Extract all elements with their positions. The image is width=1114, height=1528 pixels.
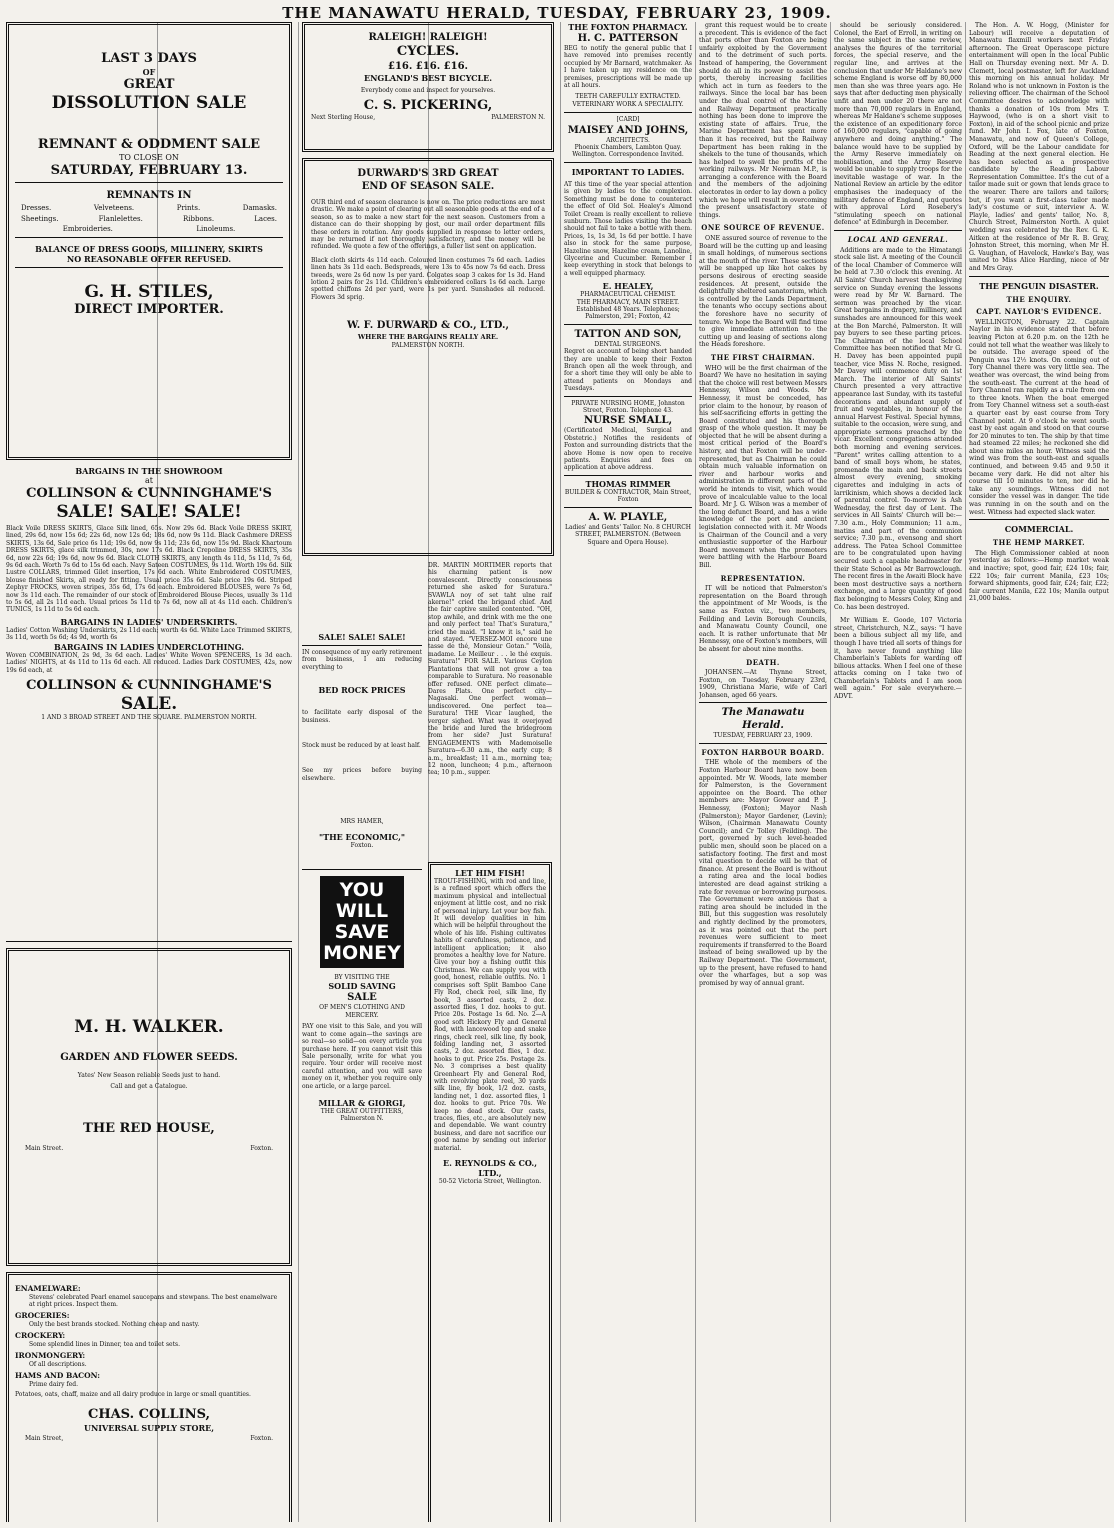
collins-text: Stevens' celebrated Pearl enamel saucepans and stewpans. The best enamelware at right prices. Inspect them. [29, 1293, 278, 1308]
collins-text: Of all descriptions. [29, 1361, 87, 1368]
collinson-ad [6, 466, 292, 942]
money-banner [320, 876, 404, 968]
article-subheading: THE ENQUIRY. [1006, 294, 1072, 304]
hamer-body: IN consequence of my early retirement from business, I am reducing everything to [302, 649, 422, 671]
article-heading: LOCAL AND GENERAL. [847, 235, 949, 245]
patterson-body: BEG to notify the general public that I have removed into premises recently occupied by Mr Barnard, watchmaker. As I have taken up my residence on the premises, prescriptions will be made up at all hours. [564, 45, 692, 90]
column-6 [834, 22, 962, 1522]
raleigh-line: C. S. PICKERING, [363, 98, 493, 114]
architects-address: Phoenix Chambers, Lambton Quay. Wellington. Correspondence Invited. [572, 144, 684, 159]
money-line: SOLID SAVING [328, 981, 396, 992]
column-rule [560, 22, 561, 1522]
masthead: THE MANAWATU HERALD, TUESDAY, FEBRUARY 23, 1909. [282, 4, 832, 22]
collins-section: HAMS AND BACON: [15, 1371, 101, 1381]
column-5 [699, 22, 827, 1522]
architects-label: ARCHITECTS. [606, 136, 650, 144]
walker-line: Call and get a Catalogue. [110, 1083, 188, 1091]
durward-list: Black cloth skirts 4s 11d each. Coloured linen costumes 7s 6d each. Ladies linen hats 3s 11d each. Bedspreads, were 13s to 45s now 7s 6d each. Dress tweeds, were 2s 6d now 1s per yard. Colgates soap 3 cakes for 1s 3d. Hand lotion 2 pairs for 2s 11d. Children's embroidered collars 1s 6d each. Large spotted chiffons 2d per yard, were 1s per yard. Sunshades all reduced. Flowers 3d sprig. [311, 256, 545, 301]
raleigh-line: Everybody come and inspect for yourselves. [360, 87, 496, 94]
durward-line: PALMERSTON NORTH. [391, 342, 465, 350]
fish-ad [428, 862, 552, 1522]
remnant-row: Dresses. Velveteens. Prints. Damasks. [21, 204, 277, 212]
raleigh-line: CYCLES. [396, 44, 460, 59]
collins-section: CROCKERY: [15, 1331, 66, 1341]
stiles-line: GREAT [123, 77, 175, 92]
raleigh-line: £16. £16. £16. [387, 61, 469, 72]
money-line: MILLAR & GIORGI, [318, 1097, 406, 1108]
walker-line: THE RED HOUSE, [83, 1120, 215, 1136]
lower-ads-row [302, 562, 554, 1522]
article-body: should be seriously considered. Colonel, the Earl of Erroll, in writing on the same subject in the same review, analyses the figures of the territorial forces, the special reserve, and the regular line, and arrives at the conclusion that under Mr Haldane's new scheme England is worse off by 80,000 men than she was three years ago. He says that after deducting men physically unfit and men under 20 there are not more than 70,000 regulars in England, whereas Mr Haldane's scheme supposes the existence of an expeditionary force of 160,000 regulars, "capable of going anywhere and doing anything." The balance would have to be supplied by the Army Reserve immediately on mobilisation, and the Army Reserve would be unable to supply troops for the inevitable wastage of war. In the National Review an article by the editor emphasises the inadequacy of the military defence of England, and quotes with approval Lord Rosebery's "stimulating speech on national defence" at Edinburgh in December. [834, 22, 962, 227]
article-body: THE whole of the members of the Foxton Harbour Board have now been appointed. Mr W. Woods, late member for Palmerston, is the Government appointee on the Board. The other members are: Mayor Gower and P. J. Hennessy, (Foxton); Mayor Nash (Palmerston); Mayor Gardener, (Levin); Wilson, (Chairman Manawatu County Council); and Cr Tolley (Feilding). The port, governed by such level-headed public men, should soon be placed on a satisfactory footing. The first and most vital question to decide will be that of finance. At present the Board is without a rating area and the local bodies interested are dead against striking a rate for revenue or borrowing purposes. The Government were anxious that a rating area should be included in the Bill, but this suggestion was resolutely and rightly declined by the promoters, as it was pointed out that the port revenues were sufficient to meet requirements if transferred to the Board instead of being swallowed up by the Railway Department. The Government, up to the present, have refused to hand over the wharfages, but a sop was promised by way of annual grant. [699, 759, 827, 987]
collins-section: IRONMONGERY: [15, 1351, 86, 1361]
collins-text: Some splendid lines in Dinner, tea and toilet sets. [29, 1341, 180, 1348]
walker-line: GARDEN AND FLOWER SEEDS. [60, 1052, 238, 1063]
fish-line: 50-52 Victoria Street, Wellington. [438, 1178, 542, 1186]
healey-title: PHARMACEUTICAL CHEMIST. [580, 291, 676, 299]
article-heading: THE PENGUIN DISASTER. [979, 280, 1099, 291]
collins-section: ENAMELWARE: [15, 1284, 81, 1293]
tatton-title: DENTAL SURGEONS. [594, 340, 662, 348]
rimmer-title: BUILDER & CONTRACTOR, Main Street, Foxton [564, 488, 692, 504]
hamer-body: Stock must be reduced by at least half. [302, 742, 421, 750]
collinson-line: SALE! SALE! SALE! [56, 502, 242, 522]
nursing-home: PRIVATE NURSING HOME, Johnston Street, Foxton. Telephone 43. [571, 399, 685, 415]
collinson-line: COLLINSON & CUNNINGHAME'S [26, 486, 272, 501]
nurse-body: (Certificated Medical, Surgical and Obstetric.) Notifies the residents of Foxton and surrounding districts that the above Home is now open to receive patients. Enquiries and fees on application at above address. [564, 427, 692, 472]
article-heading: THE FIRST CHAIRMAN. [710, 352, 816, 362]
stiles-line: NO REASONABLE OFFER REFUSED. [66, 253, 232, 264]
playle-body: Ladies' and Gents' Tailor. No. 8 CHURCH STREET, PALMERSTON. (Between Square and Opera House). [564, 523, 692, 546]
article-body: ONE assured source of revenue to the Board will be the cutting up and leasing in small holdings, of numerous sections at the mouth of the river. These sections will be snapped up like hot cakes by persons desirous of erecting seaside residences. At present, outside the delightfully sheltered sanatorium, which is controlled by the Lands Department, the tenants who occupy sections about the foreshore have no security of tenure. We hope the Board will find time to give immediate attention to the cutting up and leasing of sections along the Heads foreshore. [699, 235, 827, 349]
mortimer-ad: DR. MARTIN MORTIMER reports that his charming patient is now convalescent. Directly consciousness returned she asked for Suratura." SVAWLA noy of set taht ulne raif akerne!" cried the brigand chief. And the fair captive smiled contented. "OH, stop awhile, and drink with me the one and only perfect tea! That's Suratura," cried the maid. "I know it is," said he and stayed. "VERSEZ-MOI encore une tasse de thé, Monsieur Gotan." "Voilà, madame. Le Meilleur . . . le thé exquis. Suratura!" FOR SALE. Various Ceylon Plantations that will not grow a tea comparable to Suratura. No reasonable offer refused. ONE perfect climate—Dares Plats. One perfect city—Nagasaki. One perfect woman—undiscovered. One perfect tea—Suratura! THE Vicar laughed, the verger sighed. What was it overjoyed the bride and lured the bridegroom from her side? Just Suratura! ENGAGEMENTS with Mademoiselle Suratura—6.30 a.m., the early cup; 8 a.m., breakfast; 11 a.m., morning tea; 12 noon, luncheon; 4 p.m., afternoon tea; 10 p.m., supper. [428, 562, 552, 777]
fish-line: LET HIM FISH! [455, 868, 525, 878]
money-word: MONEY [323, 942, 401, 965]
durward-line: WHERE THE BARGAINS REALLY ARE. [357, 333, 499, 342]
death-notice: JOHANSEN.—At Thynne Street, Foxton, on Tuesday, February 23rd, 1909, Christiana Marie, wife of Carl Johansen, aged 66 years. [699, 669, 827, 699]
stiles-line: REMNANT & ODDMENT SALE [37, 137, 261, 152]
money-line: SALE [347, 992, 377, 1004]
advert-notice: Mr William E. Goode, 107 Victoria street, Christchurch, N.Z., says: "I have been a bilious subject all my life, and though I have tried all sorts of things for it, have never found anything like Chamberlain's Tablets for warding off bilious attacks. When I feel one of these attacks coming on I take two of Chamberlain's Tablets and I am soon well again." For sale everywhere.—ADVT. [834, 617, 962, 701]
collinson-line: 1 AND 3 BROAD STREET AND THE SQUARE. PALMERSTON NORTH. [41, 713, 257, 721]
article-heading: FOXTON HARBOUR BOARD. [701, 747, 825, 757]
money-body: PAY one visit to this Sale, and you will want to come again—the savings are so real—so solid—on every article you purchase here. If you cannot visit this Sale personally, write for what you require. Your order will receive most careful attention, and you will save money on it, whether you require only one article, or a large parcel. [302, 1023, 422, 1090]
stiles-ad [6, 22, 292, 460]
collinson-body: Woven COMBINATION, 2s 9d, 3s 6d each. Ladies' White Woven SPENCERS, 1s 3d each. Ladies' NIGHTS, at 4s 11d to 11s 6d each. All reduced. Ladies Dark COSTUMES, 42s, now 19s 6d each, at [6, 651, 292, 674]
column-7 [969, 22, 1109, 1522]
stiles-line: G. H. STILES, [84, 281, 214, 302]
remnant-row: Embroideries. Linoleums. [62, 225, 236, 234]
healey-address: THE PHARMACY, MAIN STREET. Established 48 Years. Telephones; Palmerston, 291; Foxton, 42 [576, 298, 680, 321]
hamer-line: MRS HAMER, [340, 818, 384, 826]
fish-body: TROUT-FISHING, with rod and line, is a refined sport which offers the maximum physical and intellectual enjoyment at little cost, and no risk of personal injury. Let your boy fish. It will develop qualities in him which will be helpful throughout the whole of his life. Fishing cultivates habits of carefulness, patience, and intelligent application; it also promotes a healthy love for Nature. Give your boy a fishing outfit this Christmas. We can supply you with good, honest, reliable outfits. No. 1 comprises soft Split Bamboo Cane Fly Rod, check reel, silk line, fly book, 3 assorted casts, 2 doz. assorted flies, 1 doz. hooks to gut. Price 20s. Postage 1s 6d. No. 2—A good soft Hickory Fly and General Rod, with lancewood top and snake rings, check reel, silk line, fly book, folding landing net, 3 assorted casts, 2 doz. assorted flies, 1 doz. hooks to gut. Price 25s. Postage 2s. No. 3 comprises a best quality Greenheart Fly and General Rod, with revolving plate reel, 30 yards silk line, fly book, 1/2 doz. casts, landing net, 1 doz. assorted flies, 1 doz. hooks to gut. Price 70s. We keep no dead stock. Our casts, traces, flies, etc., are absolutely new and dependable. We want country business, and dare not sacrifice our good name by sending out inferior material. [434, 878, 546, 1152]
walker-address: Main Street. Foxton. [25, 1144, 273, 1152]
collins-line: UNIVERSAL SUPPLY STORE, [83, 1422, 214, 1433]
article-body: The High Commissioner cabled at noon yesterday as follows:—Hemp market weak and inactive; spot, good fair, £24 10s; fair, £22 10s; fair current Manila, £23 10s; forward shipments, good fair, £24; fair, £22; fair current Manila, £22 10s; Manila output 21,000 bales. [969, 549, 1109, 603]
column-rule [965, 22, 966, 1522]
collinson-line: BARGAINS IN LADIES' UNDERSKIRTS. [60, 616, 238, 627]
fish-line: E. REYNOLDS & CO., LTD., [443, 1158, 537, 1179]
stiles-line: DISSOLUTION SALE [51, 93, 247, 113]
ladies-body: AT this time of the year special attention is given by ladies to the complexion. Something must be done to counteract the effect of Old Sol. Healey's Almond Toilet Cream is really excellent to relieve sunburn. Those ladies visiting the beach should not fail to take a bottle with them. Prices, 1s, 1s 3d, 1s 6d per bottle. I have also in stock for the same purpose, Hazeline snow, Hazeline cream, Lanoline, Glycerine and Cucumber. Remember I keep everything in stock that belongs to a well equipped pharmacy. [564, 180, 692, 277]
stiles-line: OF [142, 67, 156, 77]
article-body: Additions are made to the Himatangi stock sale list. A meeting of the Council of the local Chamber of Commerce will be held at 7.30 o'clock this evening. At All Saints' Church harvest thanksgiving service on Sunday evening the lessons were read by Mr W. Barnard. The sermon was preached by the vicar. Great bargains in drapery, millinery, and sunshades are announced for this week at the Bon Marché, Palmerston. It will pay buyers to see these parting prices. The Chairman of the local School Committee has been notified that Mr G. H. Davey has been appointed pupil teacher, vice Miss N. Roche, resigned. Mr Davey will commence duty on 1st March. The interior of All Saints' Church presented a very attractive appearance last Sunday, with its tasteful decorations and abundant supply of fruit and vegetables, in honour of the annual Harvest Festival. Special hymns, suitable to the occasion, were sung, and appropriate sermons preached by the vicar. Excellent congregations attended both morning and evening services. "Parent" writes calling attention to a band of small boys whom, he states, promenade the main and back streets almost every evening, smoking cigarettes and indulging in acts of larrikinism, which shows a decided lack of parental control. To-morrow is Ash Wednesday, the first day of Lent. The services in All Saints' Church will be:—7.30 a.m., Holy Communion; 11 a.m., matins and part of the communion service; 7.30 p.m., evensong and short address. The Patea School Committee are to be congratulated upon having secured such a capable headmaster for their State School as Mr Barrowclough. The recent fires in the Awaiti Block have been most destructive says a northern exchange, and a large quantity of good flax belonging to Messrs Coley, King and Co. has been destroyed. [834, 246, 962, 611]
hamer-body: See my prices before buying elsewhere. [302, 767, 422, 782]
walker-ad [6, 948, 292, 1266]
walker-line: Yates' New Season reliable Seeds just to hand. [77, 1072, 221, 1079]
money-line: THE GREAT OUTFITTERS, [320, 1107, 404, 1115]
article-body: IT will be noticed that Palmerston's representation on the Board through the appointment of Mr Woods, is the same as Foxton viz., two members, Feilding and Levin Borough Councils, and Manawatu County Council, one each. It is rather unfortunate that Mr Hennessy, one of Foxton's members, will be absent for about nine months. [699, 585, 827, 653]
stiles-line: DIRECT IMPORTER. [74, 301, 224, 317]
collinson-body: Ladies' Cotton Washing Underskirts, 2s 11d each; worth 4s 6d. White Lace Trimmed SKIRTS, 3s 11d, worth 5s 6d; 4s 9d, worth 6s [6, 626, 292, 642]
right-lower-ads [428, 562, 552, 1522]
stiles-line: BALANCE OF DRESS GOODS, MILLINERY, SKIRTS [35, 243, 263, 254]
article-heading: REPRESENTATION. [720, 573, 806, 583]
money-word: YOU [339, 879, 385, 902]
article-body: WELLINGTON, February 22. Captain Naylor in his evidence stated that before leaving Picton at 6.20 p.m. on the 12th he could not tell what the weather was likely to be outside. The average speed of the Penguin was 12½ knots. On coming out of Tory Channel there was very little sea. The weather was overcast, the wind being from the south-east. The current at the head of Tory Channel ran rapidly as a rule from one to three knots. When the boat emerged from Tory Channel witness set a south-east a quarter east by east course from Tory Channel point. At 9 o'clock he went south-east by east again and stood on that course for 20 minutes to ten. The ship by that time had steamed 22 miles; he reckoned she did about nine miles an hour. Witness said the wind was from the south-east and squalls continued, and between 9.45 and 9.50 it became very dark. He did not alter his course till 10 minutes to ten, nor did he take any soundings. Witness did not consider the vessel was in danger. The tide was running in on the south and on the west. Witness had expected slack water. [969, 318, 1109, 516]
patterson-name: H. C. PATTERSON [577, 33, 679, 44]
article-body: The Hon. A. W. Hogg, (Minister for Labour) will receive a deputation of Manawatu flaxmill workers next Friday afternoon. The Great Operascope picture entertainment will open in the local Public Hall on Thursday evening next. Mr A. D. Clemett, local postmaster, left for Auckland this morning on his annual holiday. Mr Roland who is not unknown in Foxton is the relieving officer. The chairman of the School Committee desires to acknowledge with thanks a donation of 10s from Mrs T. Haywood, (who is on a short visit to Foxton), in aid of the school picnic and prize fund. Mr John I. Fox, late of Foxton, Manawatu, and now of Queen's College, Oxford, will be the Labour candidate for Reading at the next general election. He has been selected as a prospective candidate by the Reading Labour Representation Committee. It's the cut of a tailor made suit or gown that lends grace to the wearer. There are tailors and tailors; but, if you want a first-class tailor made lady's costume or suit, interview A. W. Playle, ladies' and gents' tailor, No. 8, Church Street, Palmerston North. A quiet wedding was celebrated by the Rev. G. K. Aitken at the residence of Mr R. B. Gray, Johnston Street, this morning, when Mr H. G. Vaughan, of Havelock, Hawke's Bay, was united to Miss Alice Harding, niece of Mr and Mrs Gray. [969, 22, 1109, 272]
durward-line: END OF SEASON SALE. [361, 181, 495, 192]
herald-date: TUESDAY, FEBRUARY 23, 1909. [713, 732, 813, 740]
raleigh-line: RALEIGH! RALEIGH! [368, 32, 488, 43]
collinson-line: at [145, 476, 153, 485]
durward-line: DURWARD'S 3RD GREAT [357, 168, 499, 179]
maisey-name: MAISEY AND JOHNS, [567, 124, 689, 136]
column-rule [830, 22, 831, 1522]
herald-title: The Manawatu Herald. [721, 707, 805, 732]
money-line: OF MEN'S CLOTHING AND MERCERY. [319, 1004, 405, 1019]
column-rule [695, 22, 696, 1522]
rimmer-name: THOMAS RIMMER [585, 478, 671, 489]
tatton-name: TATTON AND SON, [574, 328, 682, 340]
hamer-ad [302, 562, 422, 1522]
nurse-name: NURSE SMALL, [583, 415, 673, 427]
pharmacy-heading: THE FOXTON PHARMACY. [568, 22, 688, 32]
durward-ad [302, 158, 554, 556]
collinson-body: Black Voile DRESS SKIRTS, Glace Silk lined, 65s. Now 29s 6d. Black Voile DRESS SKIRT, lined, 29s 6d, now 15s 6d; 22s 6d, now 12s 6d; 18s 6d, now 9s 11d. Black Cashmere DRESS SKIRTS, 13s 6d, Sale price 6s 11d; 19s 6d, now 9s 11d; 23s 6d, now 15s 9d. Black Khartoum DRESS SKIRTS, glace silk trimmed, 30s, now 17s 6d. Black Crepoline DRESS SKIRTS, 35s 6d, now 22s 6d; 19s 6d, now 9s 6d. Black CLOTH SKIRTS, any length 4s 11d, 5s 11d, 7s 6d, 9s 6d each. Worth 7s 6d to 15s 6d each. Navy Sateen COSTUMES, 9s 11d. Worth 19s 6d. Silk Lustre COLLARS, trimmed Gilet insertion, 17s 6d each. White Embroidered COSTUMES, blouse finished Skirts, all ready for fitting. Usual price 35s 6d. Sale price 19s 6d. Striped Zephyr FROCKS, woven stripes, 35s 6d, 17s 6d each. Embroidered BLOUSES, were 7s 6d, now 3s 11d each. The remainder of our stock of Embroidered Blouse Pieces, usually 3s 11d to 5s 6d, all 2s 11d each. Usual prices 5s 11d to 7s 6d, now all at 4s 11d each. Children's TUNICS, 1s 11d to 5s 6d each. [6, 525, 292, 614]
healey-name: E. HEALEY, [602, 281, 654, 292]
remnant-row: Sheetings. Flanlelettes. Ribbons. Laces. [21, 214, 277, 223]
article-subheading: CAPT. NAYLOR'S EVIDENCE. [976, 307, 1102, 317]
collinson-line: COLLINSON & CUNNINGHAME'S [26, 677, 272, 693]
hamer-line: BED ROCK PRICES [318, 685, 406, 696]
money-word: SAVE [334, 921, 390, 944]
collins-line: CHAS. COLLINS, [87, 1406, 211, 1422]
raleigh-line: ENGLAND'S BEST BICYCLE. [363, 73, 493, 83]
collinson-line: BARGAINS IN THE SHOWROOM [75, 466, 223, 476]
raleigh-address: Next Sterling House, PALMERSTON N. [311, 114, 545, 122]
column-4 [564, 22, 692, 1522]
ad-column-3 [302, 22, 554, 1522]
collins-text: Prime dairy fed. [29, 1381, 78, 1388]
money-line: BY VISITING THE [334, 974, 390, 982]
article-heading: DEATH. [746, 657, 780, 667]
stiles-line: LAST 3 DAYS [101, 51, 197, 66]
tatton-body: Regret on account of being short handed they are unable to keep their Foxton Branch open all the week through, and for a short time they will only be able to attend patients on Mondays and Tuesdays. [564, 348, 692, 393]
money-line: Palmerston N. [340, 1115, 384, 1123]
collins-section: GROCERIES: [15, 1311, 70, 1321]
collins-ad [6, 1272, 292, 1522]
hamer-body: to facilitate early disposal of the business. [302, 709, 422, 724]
walker-line: M. H. WALKER. [74, 1017, 224, 1037]
collinson-line: BARGAINS IN LADIES UNDERCLOTHING. [53, 641, 245, 652]
article-subheading: THE HEMP MARKET. [992, 538, 1086, 548]
hamer-line: Foxton. [350, 841, 374, 849]
left-ad-column [6, 22, 292, 1522]
card-label: [CARD] [616, 116, 640, 124]
hamer-line: "THE ECONOMIC," [318, 831, 406, 842]
ladies-heading: IMPORTANT TO LADIES. [571, 166, 685, 177]
collinson-line: SALE. [120, 693, 178, 714]
stiles-line: SATURDAY, FEBRUARY 13. [50, 163, 248, 178]
raleigh-ad [302, 22, 554, 152]
stiles-line: TO CLOSE ON [119, 153, 179, 162]
article-heading: ONE SOURCE OF REVENUE. [701, 223, 825, 233]
collins-text: Only the best brands stocked. Nothing cheap and nasty. [29, 1321, 200, 1328]
article-body: grant this request would be to create a precedent. This is evidence of the fact that ports other than Foxton are being unfairly exploited by the Government and to the detriment of such ports. Instead of hampering, the Government should do all in its power to assist the ports, thereby increasing facilities which act in turn as feeders to the railways. Since the local bar has been under the dual control of the Marine and Railway Department practically nothing has been done to improve the existing state of affairs. True, the Marine Department has spent more than it has received, but the Railway Department has been raking in the shekels to the tune of thousands, which has helped to swell the profits of the working railways. Mr Newman M.P., is arranging a conference with the Board and the members of the adjoining electorates in order to lay down a policy which we hope will result in overcoming the present unsatisfactory state of things. [699, 22, 827, 219]
playle-name: A. W. PLAYLE, [588, 511, 668, 523]
durward-line: W. F. DURWARD & CO., LTD., [347, 320, 509, 332]
durward-body: OUR third end of season clearance is now on. The price reductions are most drastic. We make a point of clearing out all seasonable goods at the end of a season, so as to make a new start for the next season. Customers from a distance can do their shopping by post, our mail order department fills these orders in rotation. Any goods supplied in response to letter orders, may be returned if not thoroughly satisfactory, and the money will be refunded. We quote a few of the offerings, a fuller list sent on application. [311, 199, 545, 251]
column-rule [298, 22, 299, 1522]
stiles-line: REMNANTS IN [106, 190, 192, 201]
money-word: WILL [335, 900, 389, 923]
teeth-note: TEETH CAREFULLY EXTRACTED. VETERINARY WORK A SPECIALITY. [572, 93, 684, 108]
collins-text: Potatoes, oats, chaff, maize and all dairy produce in large or small quantities. [15, 1391, 251, 1399]
article-heading: COMMERCIAL. [1004, 524, 1074, 535]
collins-address: Main Street, Foxton. [25, 1434, 273, 1442]
article-body: WHO will be the first chairman of the Board? We have no hesitation in saying that the choice will rest between Messrs Hennessy, Wilson and Woods. Mr Hennessy, it must be conceded, has prior claim to the honour, by reason of his self-sacrificing efforts in getting the Board constituted and his thorough grasp of the whole question. It may be objected that he will be absent during a most critical period of the Board's history, and that Foxton will be under-represented, but as Chairman he could obtain much valuable information on river and harbour works and administration in different parts of the world he intends to visit, which would prove of incalculable value to the local Board. Mr J. G. Wilson was a member of the long defunct Board, and has a wide knowledge of the port and ancient legislation connected with it. Mr Woods is Chairman of the Council and a very enthusiastic supporter of the Harbour Board movement when the promoters were battling with the Harbour Board Bill. [699, 364, 827, 569]
hamer-line: SALE! SALE! SALE! [318, 632, 406, 642]
